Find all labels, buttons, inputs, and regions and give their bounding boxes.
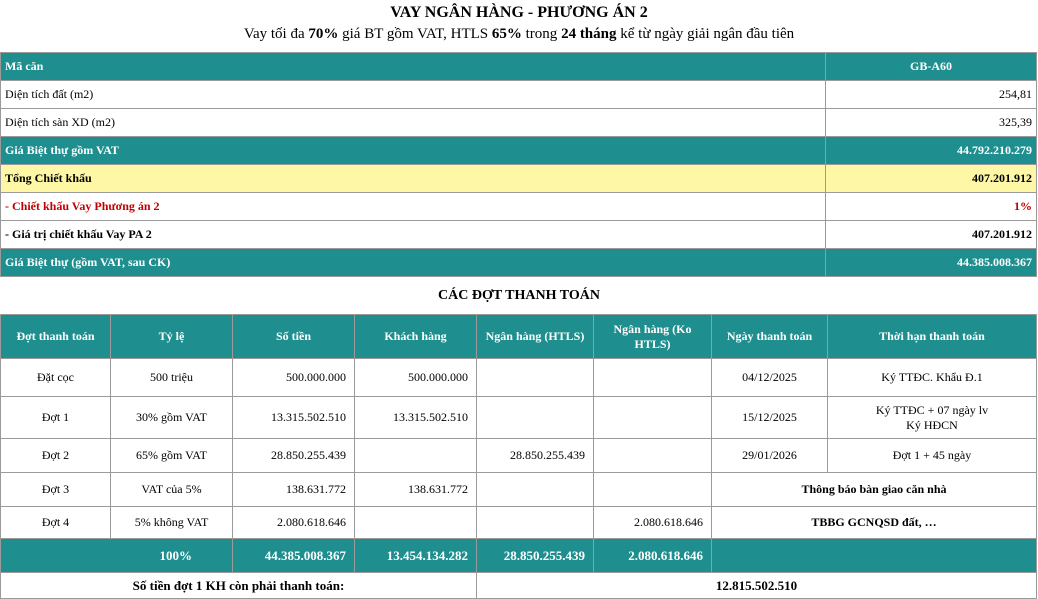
info-row-unit-code xyxy=(1,53,1037,81)
info-label: Diện tích sàn XD (m2) xyxy=(1,109,826,137)
info-label: Tổng Chiết khấu xyxy=(1,165,826,193)
info-label: - Chiết khấu Vay Phương án 2 xyxy=(1,193,826,221)
info-label: - Giá trị chiết khấu Vay PA 2 xyxy=(1,221,826,249)
col-header-customer: Khách hàng xyxy=(355,315,477,359)
col-header-bank-no-htls: Ngân hàng (Ko HTLS) xyxy=(594,315,712,359)
info-value: 407.201.912 xyxy=(826,165,1037,193)
table-row xyxy=(1,439,1037,473)
cell-bank-htls xyxy=(477,359,594,397)
cell-amount: 500.000.000 xyxy=(233,359,355,397)
remaining-row xyxy=(1,573,1037,599)
info-row-total-discount xyxy=(1,165,1037,193)
info-value: GB-A60 xyxy=(826,53,1037,81)
cell-deadline xyxy=(828,397,1037,439)
cell-installment: Đợt 1 xyxy=(1,397,111,439)
info-value: 44.792.210.279 xyxy=(826,137,1037,165)
col-header-installment: Đợt thanh toán xyxy=(1,315,111,359)
cell-bank-htls: 28.850.255.439 xyxy=(477,439,594,473)
cell-deadline: Đợt 1 + 45 ngày xyxy=(828,439,1037,473)
months: 24 tháng xyxy=(561,26,617,42)
cell-deadline: Thông báo bàn giao căn nhà xyxy=(712,473,1037,507)
section-title: CÁC ĐỢT THANH TOÁN xyxy=(438,288,600,303)
cell-pay-date: 15/12/2025 xyxy=(712,397,828,439)
total-row xyxy=(1,539,1037,573)
cell-bank-no-htls xyxy=(594,439,712,473)
cell-customer xyxy=(355,507,477,539)
total-customer: 13.454.134.282 xyxy=(355,539,477,573)
cell-pay-date: 29/01/2026 xyxy=(712,439,828,473)
cell-bank-htls xyxy=(477,397,594,439)
info-row-price-after-discount xyxy=(1,249,1037,277)
info-row-price-vat xyxy=(1,137,1037,165)
page-subtitle xyxy=(0,26,1038,43)
col-header-bank-htls: Ngân hàng (HTLS) xyxy=(477,315,594,359)
info-value: 407.201.912 xyxy=(826,221,1037,249)
cell-bank-no-htls: 2.080.618.646 xyxy=(594,507,712,539)
total-amount: 44.385.008.367 xyxy=(233,539,355,573)
cell-rate: 500 triệu xyxy=(111,359,233,397)
info-row-land-area xyxy=(1,81,1037,109)
cell-bank-no-htls xyxy=(594,359,712,397)
remaining-label: Số tiền đợt 1 KH còn phải thanh toán: xyxy=(1,573,477,599)
cell-bank-htls xyxy=(477,507,594,539)
payment-table xyxy=(0,314,1037,599)
col-header-pay-date: Ngày thanh toán xyxy=(712,315,828,359)
htls-percent: 65% xyxy=(491,26,522,42)
info-row-discount-rate xyxy=(1,193,1037,221)
deadline-line: Ký HĐCN xyxy=(906,417,958,432)
deadline-line: Ký TTĐC + 07 ngày lv xyxy=(875,402,989,417)
page-title: VAY NGÂN HÀNG - PHƯƠNG ÁN 2 xyxy=(390,4,648,21)
subtitle-text: giá BT gồm VAT, HTLS xyxy=(338,26,492,42)
remaining-value: 12.815.502.510 xyxy=(477,573,1037,599)
table-row xyxy=(1,507,1037,539)
cell-bank-no-htls xyxy=(594,473,712,507)
info-row-discount-value xyxy=(1,221,1037,249)
table-row xyxy=(1,359,1037,397)
info-value: 325,39 xyxy=(826,109,1037,137)
cell-rate: VAT của 5% xyxy=(111,473,233,507)
cell-amount: 13.315.502.510 xyxy=(233,397,355,439)
cell-amount: 138.631.772 xyxy=(233,473,355,507)
cell-installment: Đợt 3 xyxy=(1,473,111,507)
info-value: 44.385.008.367 xyxy=(826,249,1037,277)
cell-installment: Đợt 2 xyxy=(1,439,111,473)
total-label: 100% xyxy=(1,539,233,573)
cell-customer xyxy=(355,439,477,473)
cell-bank-no-htls xyxy=(594,397,712,439)
total-bank-no-htls: 2.080.618.646 xyxy=(594,539,712,573)
info-row-floor-area xyxy=(1,109,1037,137)
cell-installment: Đặt cọc xyxy=(1,359,111,397)
cell-rate: 5% không VAT xyxy=(111,507,233,539)
payment-header-row xyxy=(1,315,1037,359)
subtitle-text: kể từ ngày giải ngân đầu tiên xyxy=(616,26,795,42)
cell-amount: 28.850.255.439 xyxy=(233,439,355,473)
col-header-amount: Số tiền xyxy=(233,315,355,359)
info-value: 254,81 xyxy=(826,81,1037,109)
info-label: Giá Biệt thự (gồm VAT, sau CK) xyxy=(1,249,826,277)
cell-pay-date: 04/12/2025 xyxy=(712,359,828,397)
cell-customer: 138.631.772 xyxy=(355,473,477,507)
cell-deadline: Ký TTĐC. Khẩu Đ.1 xyxy=(828,359,1037,397)
col-header-rate: Tỷ lệ xyxy=(111,315,233,359)
loan-percent: 70% xyxy=(308,26,339,42)
cell-amount: 2.080.618.646 xyxy=(233,507,355,539)
col-header-deadline: Thời hạn thanh toán xyxy=(828,315,1037,359)
cell-installment: Đợt 4 xyxy=(1,507,111,539)
cell-rate: 30% gồm VAT xyxy=(111,397,233,439)
total-bank-htls: 28.850.255.439 xyxy=(477,539,594,573)
table-row xyxy=(1,397,1037,439)
total-empty xyxy=(712,539,1037,573)
subtitle-text: trong xyxy=(521,26,562,42)
subtitle-text: Vay tối đa xyxy=(243,26,309,42)
cell-bank-htls xyxy=(477,473,594,507)
info-label: Giá Biệt thự gồm VAT xyxy=(1,137,826,165)
info-label: Diện tích đất (m2) xyxy=(1,81,826,109)
cell-deadline: TBBG GCNQSD đất, … xyxy=(712,507,1037,539)
table-row xyxy=(1,473,1037,507)
cell-customer: 13.315.502.510 xyxy=(355,397,477,439)
cell-customer: 500.000.000 xyxy=(355,359,477,397)
cell-rate: 65% gồm VAT xyxy=(111,439,233,473)
info-table xyxy=(0,52,1037,277)
info-value: 1% xyxy=(826,193,1037,221)
info-label: Mã căn xyxy=(1,53,826,81)
